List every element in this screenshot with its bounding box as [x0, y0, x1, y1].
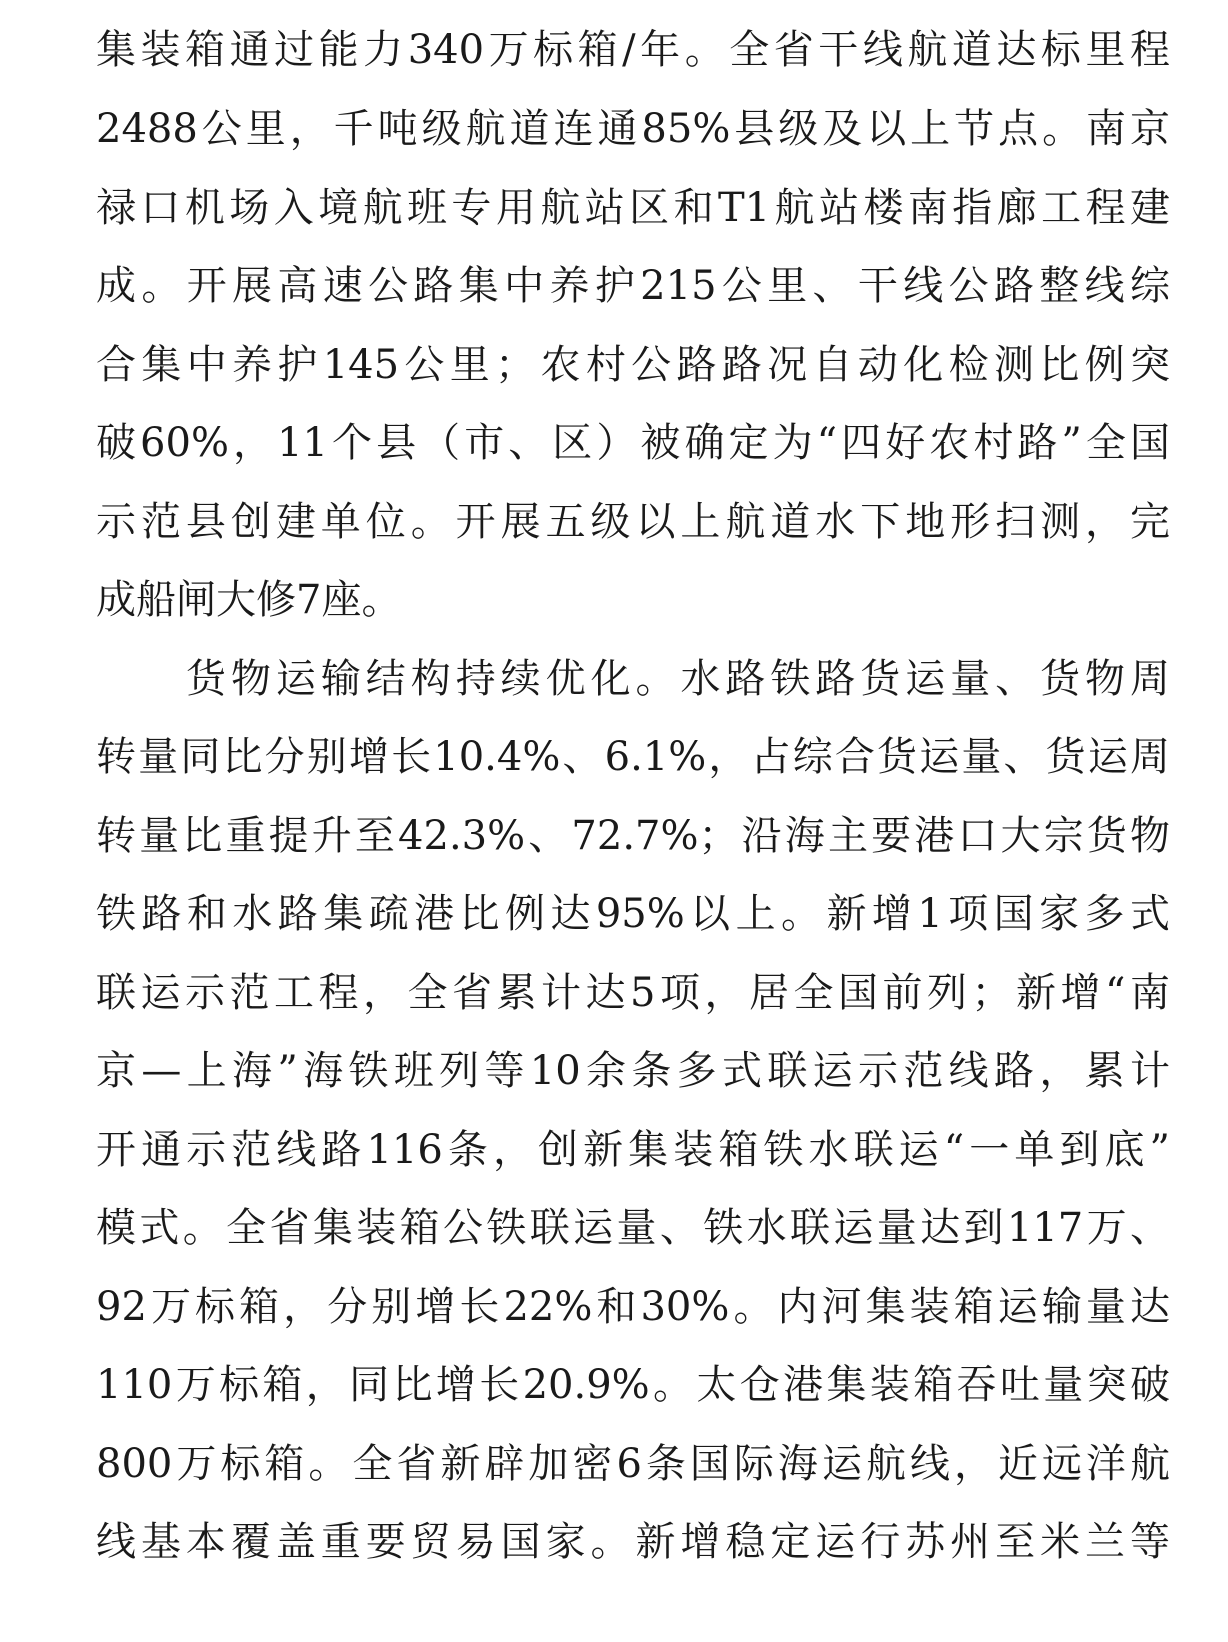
text-line-content: 破60%，11个县（市、区）被确定为“四好农村路”全国 — [96, 420, 1170, 466]
text-line — [0, 963, 1228, 1023]
text-line-content: 线基本覆盖重要贸易国家。新增稳定运行苏州至米兰等 — [96, 1519, 1170, 1565]
text-line-content: 转量比重提升至42.3%、72.7%；沿海主要港口大宗货物 — [96, 813, 1170, 859]
text-line — [0, 99, 1228, 159]
text-line — [0, 335, 1228, 395]
text-line — [0, 727, 1228, 787]
text-line-content: 京—上海”海铁班列等10余条多式联运示范线路，累计 — [96, 1048, 1170, 1094]
text-line — [0, 20, 1228, 80]
text-line-content: 110万标箱，同比增长20.9%。太仓港集装箱吞吐量突破 — [96, 1362, 1170, 1408]
text-line-content: 集装箱通过能力340万标箱/年。全省干线航道达标里程 — [96, 27, 1170, 73]
text-line-content: 800万标箱。全省新辟加密6条国际海运航线，近远洋航 — [96, 1441, 1170, 1487]
text-line-content: 模式。全省集装箱公铁联运量、铁水联运量达到117万、 — [96, 1205, 1170, 1251]
text-line — [0, 1355, 1228, 1415]
text-line — [0, 413, 1228, 473]
text-line — [0, 492, 1228, 552]
text-line-content: 货物运输结构持续优化。水路铁路货运量、货物周 — [186, 656, 1170, 702]
text-line — [0, 1434, 1228, 1494]
text-line — [0, 570, 1228, 630]
text-line-content: 成。开展高速公路集中养护215公里、干线公路整线综 — [96, 263, 1170, 309]
text-line — [0, 1120, 1228, 1180]
text-line-content: 2488公里，千吨级航道连通85%县级及以上节点。南京 — [96, 106, 1170, 152]
text-line — [0, 806, 1228, 866]
text-line-content: 开通示范线路116条，创新集装箱铁水联运“一单到底” — [96, 1127, 1170, 1173]
text-line — [0, 256, 1228, 316]
text-line-content: 92万标箱，分别增长22%和30%。内河集装箱运输量达 — [96, 1284, 1170, 1330]
text-line — [0, 1277, 1228, 1337]
text-line-content: 示范县创建单位。开展五级以上航道水下地形扫测，完 — [96, 499, 1170, 545]
text-line — [0, 1512, 1228, 1572]
text-line-content: 成船闸大修7座。 — [96, 577, 402, 623]
text-line-content: 转量同比分别增长10.4%、6.1%，占综合货运量、货运周 — [96, 734, 1170, 780]
text-line — [0, 884, 1228, 944]
text-line — [0, 178, 1228, 238]
text-line — [0, 1198, 1228, 1258]
text-line — [0, 1041, 1228, 1101]
text-line-content: 联运示范工程，全省累计达5项，居全国前列；新增“南 — [96, 970, 1170, 1016]
text-line-content: 合集中养护145公里；农村公路路况自动化检测比例突 — [96, 342, 1170, 388]
text-line-content: 禄口机场入境航班专用航站区和T1航站楼南指廊工程建 — [96, 185, 1170, 231]
text-line-content: 铁路和水路集疏港比例达95%以上。新增1项国家多式 — [96, 891, 1170, 937]
paragraph-first-line — [0, 649, 1228, 709]
